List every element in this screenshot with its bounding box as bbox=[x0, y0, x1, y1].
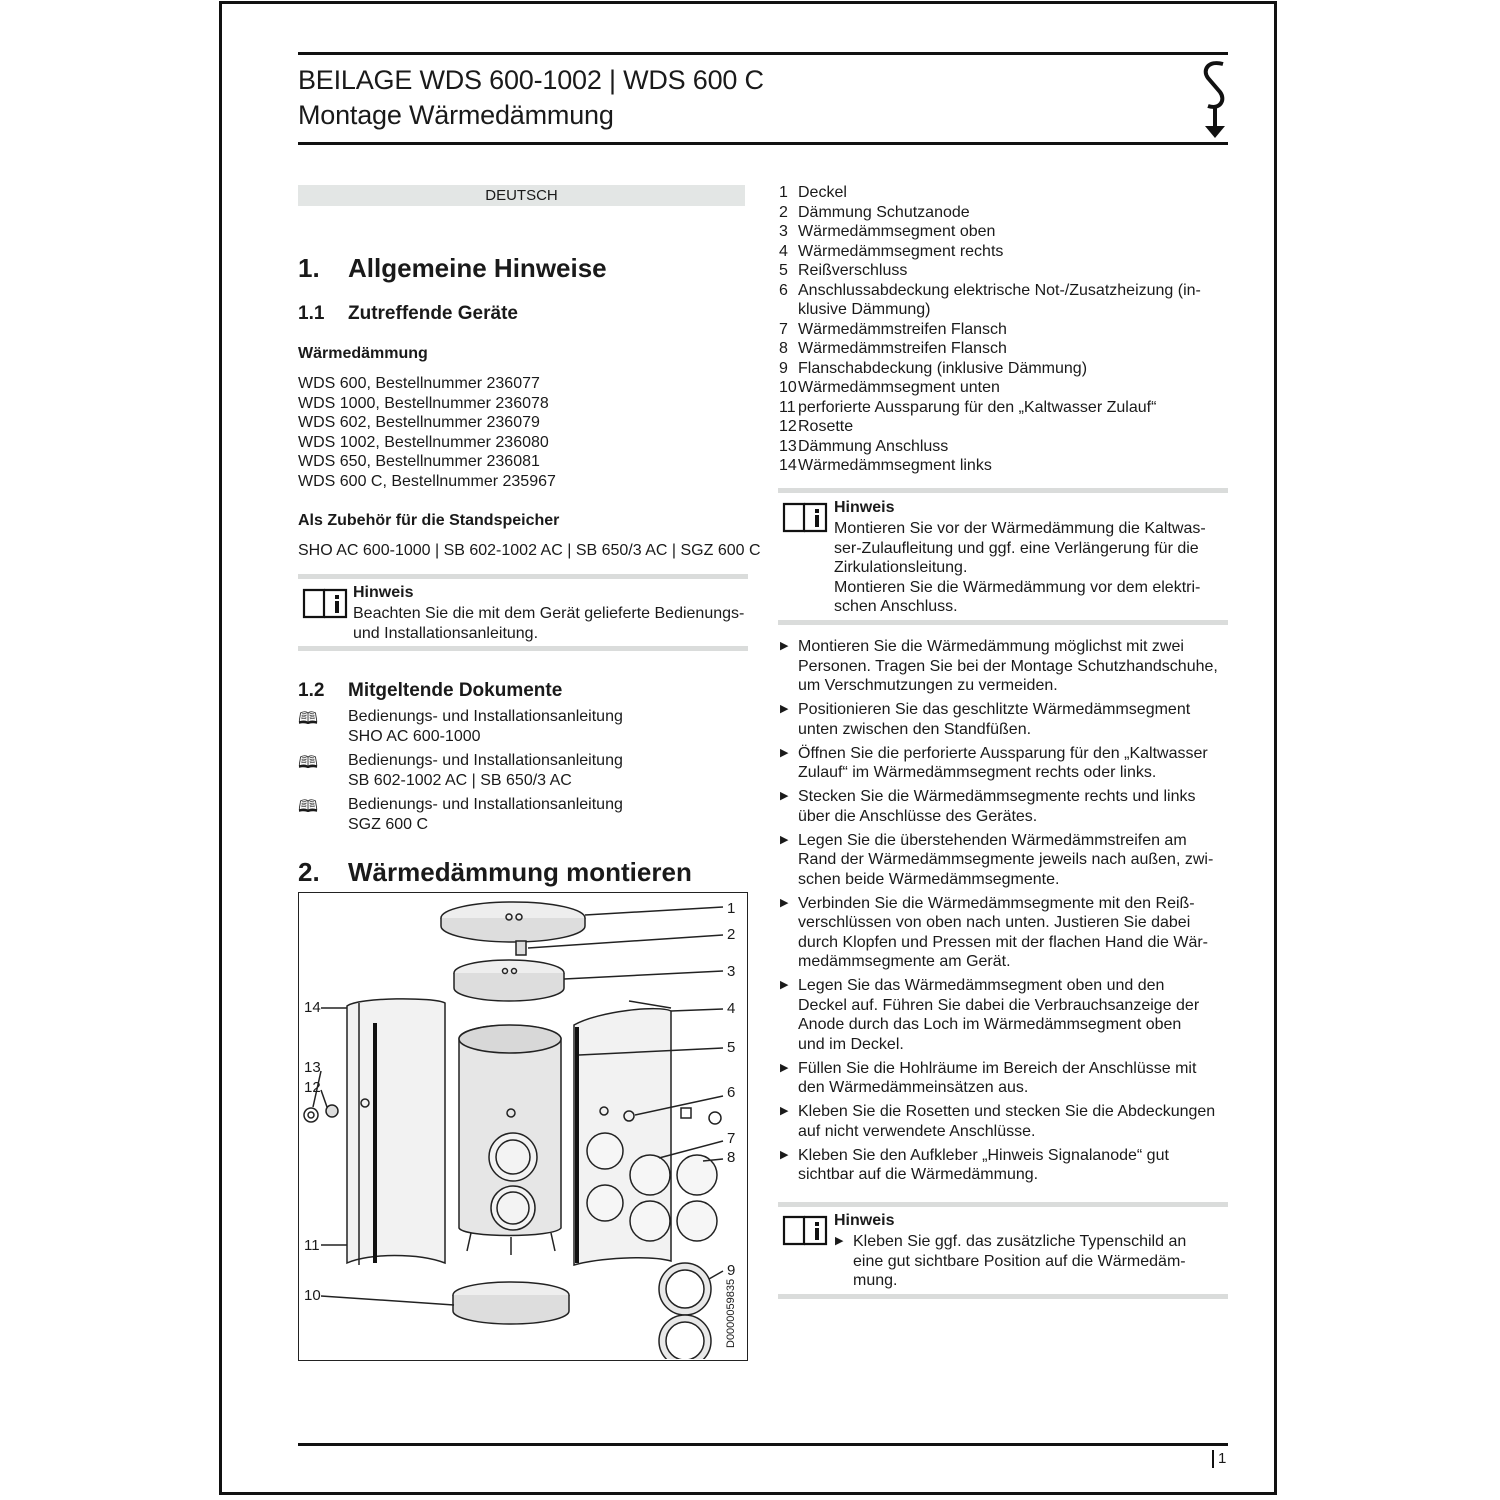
step-line: Rand der Wärmedämmsegmente jeweils nach außen, zwi- bbox=[798, 851, 1214, 868]
language-label: DEUTSCH bbox=[298, 185, 745, 206]
callout-4: 4 bbox=[727, 1000, 736, 1017]
step-line: schen beide Wärmedämmsegmente. bbox=[798, 870, 1060, 888]
step-line: ▶ Montieren Sie die Wärmedämmung möglichst mit zwei bbox=[798, 638, 1184, 655]
step-line: sichtbar auf die Wärmedämmung. bbox=[798, 1166, 1039, 1183]
section2-number: 2. bbox=[298, 857, 320, 887]
section2-heading: Wärmedämmung montieren bbox=[348, 857, 692, 887]
header-bottom-rule bbox=[298, 142, 1228, 145]
note-top-bar bbox=[778, 488, 1228, 493]
device-item: WDS 650, Bestellnummer 236081 bbox=[298, 453, 540, 470]
note-bottom-bar bbox=[298, 646, 748, 651]
doc-item-line: SHO AC 600-1000 bbox=[348, 727, 481, 745]
callout-9: 9 bbox=[727, 1262, 736, 1279]
note3-line: mung. bbox=[853, 1272, 898, 1289]
callout-3: 3 bbox=[727, 963, 736, 980]
note2-line: Montieren Sie die Wärmedämmung vor dem elektri- bbox=[834, 578, 1201, 596]
legend-num: 5 bbox=[779, 262, 788, 279]
book-icon: 🕮 bbox=[298, 797, 319, 816]
note3-title: Hinweis bbox=[834, 1212, 895, 1229]
legend-text: Anschlussabdeckung elektrische Not-/Zusatzheizung (in- bbox=[798, 281, 1201, 299]
figure-legend bbox=[779, 183, 1201, 476]
doc-item bbox=[348, 795, 623, 834]
callout-11: 11 bbox=[304, 1237, 320, 1254]
step-item bbox=[779, 787, 1229, 826]
legend-num: 4 bbox=[779, 242, 788, 260]
note2-title: Hinweis bbox=[834, 499, 895, 516]
note3-line: ▶ Kleben Sie ggf. das zusätzliche Typenschild an bbox=[853, 1233, 1187, 1250]
info-book-icon bbox=[782, 1213, 828, 1247]
legend-text: perforierte Aussparung für den „Kaltwasser Zulauf“ bbox=[798, 398, 1157, 416]
legend-num: 3 bbox=[779, 223, 788, 240]
legend-text: Dämmung Schutzanode bbox=[798, 203, 970, 221]
note2-line: schen Anschluss. bbox=[834, 598, 958, 615]
legend-text: Deckel bbox=[798, 184, 847, 201]
legend-text: Wärmedämmsegment oben bbox=[798, 223, 996, 240]
legend-num: 10 bbox=[779, 379, 797, 396]
figure-id: D0000059835 bbox=[725, 1278, 737, 1348]
step-line: ▶ Kleben Sie die Rosetten und stecken Sie die Abdeckungen bbox=[798, 1103, 1216, 1120]
note-bottom-bar bbox=[778, 1294, 1228, 1299]
step-line: um Verschmutzungen zu vermeiden. bbox=[798, 677, 1058, 694]
doc-item-line: SB 602-1002 AC | SB 650/3 AC bbox=[348, 771, 572, 789]
doc-item-line: SGZ 600 C bbox=[348, 815, 429, 833]
note1-body bbox=[353, 604, 744, 643]
step-list bbox=[779, 637, 1229, 1189]
legend-text: Rosette bbox=[798, 418, 854, 435]
legend-text: Reißverschluss bbox=[798, 262, 908, 279]
footer-divider bbox=[1212, 1450, 1214, 1468]
step-line: Anode durch das Loch im Wärmedämmsegment oben bbox=[798, 1016, 1182, 1033]
step-item bbox=[779, 700, 1229, 739]
callout-1: 1 bbox=[727, 900, 736, 917]
step-line: den Wärmedämmeinsätzen aus. bbox=[798, 1079, 1029, 1096]
info-book-icon bbox=[782, 500, 828, 534]
assembly-figure bbox=[298, 892, 748, 1361]
step-line: Zulauf“ im Wärmedämmsegment rechts oder links. bbox=[798, 764, 1157, 781]
legend-text: Dämmung Anschluss bbox=[798, 437, 949, 455]
note1-title: Hinweis bbox=[353, 584, 414, 601]
footer-rule bbox=[298, 1443, 1228, 1446]
callout-12: 12 bbox=[304, 1079, 321, 1096]
legend-text: klusive Dämmung) bbox=[798, 301, 931, 318]
doc-item-line: Bedienungs- und Installationsanleitung bbox=[348, 752, 623, 769]
legend-text: Flanschabdeckung (inklusive Dämmung) bbox=[798, 359, 1088, 377]
callout-5: 5 bbox=[727, 1039, 736, 1056]
doc-item-line: Bedienungs- und Installationsanleitung bbox=[348, 708, 623, 725]
step-line: Deckel auf. Führen Sie dabei die Verbrauchsanzeige der bbox=[798, 996, 1200, 1014]
device-item: WDS 1002, Bestellnummer 236080 bbox=[298, 433, 549, 451]
step-line: und im Deckel. bbox=[798, 1035, 904, 1053]
device-item: WDS 1000, Bestellnummer 236078 bbox=[298, 394, 549, 412]
step-item bbox=[779, 1146, 1229, 1185]
note3-body bbox=[834, 1232, 1224, 1295]
step-line: ▶ Kleben Sie den Aufkleber „Hinweis Signalanode“ gut bbox=[798, 1146, 1169, 1164]
zubehoer-text: SHO AC 600-1000 | SB 602-1002 AC | SB 650/3 AC | SGZ 600 C bbox=[298, 542, 761, 559]
device-item: WDS 600 C, Bestellnummer 235967 bbox=[298, 472, 556, 490]
callout-13: 13 bbox=[304, 1059, 321, 1076]
legend-num: 1 bbox=[779, 184, 788, 201]
legend-num: 7 bbox=[779, 320, 788, 338]
note2-body bbox=[834, 519, 1206, 617]
step-line: durch Klopfen und Pressen mit der flachen Hand die Wär- bbox=[798, 933, 1208, 951]
legend-text: Wärmedämmsegment links bbox=[798, 457, 992, 474]
page-number: 1 bbox=[1218, 1450, 1227, 1467]
callout-7: 7 bbox=[727, 1130, 736, 1147]
step-item bbox=[779, 894, 1229, 972]
step-item bbox=[779, 1059, 1229, 1098]
legend-num: 2 bbox=[779, 203, 788, 221]
legend-text: Wärmedämmstreifen Flansch bbox=[798, 340, 1007, 357]
step-line: auf nicht verwendete Anschlüsse. bbox=[798, 1122, 1036, 1140]
exploded-view-drawing bbox=[299, 893, 746, 1359]
callout-6: 6 bbox=[727, 1084, 736, 1101]
doc-item bbox=[348, 707, 623, 746]
doc-item-line: Bedienungs- und Installationsanleitung bbox=[348, 796, 623, 813]
device-item: WDS 602, Bestellnummer 236079 bbox=[298, 414, 540, 431]
step-line: ▶ Legen Sie das Wärmedämmsegment oben und den bbox=[798, 977, 1165, 994]
waermedaemmung-label: Wärmedämmung bbox=[298, 345, 428, 362]
step-line: ▶ Stecken Sie die Wärmedämmsegmente rechts und links bbox=[798, 788, 1196, 805]
header-top-rule bbox=[298, 52, 1228, 55]
step-line: unten zwischen den Standfüßen. bbox=[798, 720, 1032, 738]
note-top-bar bbox=[298, 574, 748, 579]
legend-text: Wärmedämmstreifen Flansch bbox=[798, 320, 1007, 338]
step-item bbox=[779, 637, 1229, 696]
doc-title-line1: BEILAGE WDS 600-1002 | WDS 600 C bbox=[298, 65, 764, 95]
note1-line: Beachten Sie die mit dem Gerät gelieferte Bedienungs- bbox=[353, 605, 745, 622]
note3-step bbox=[834, 1232, 1224, 1291]
step-line: über die Anschlüsse des Gerätes. bbox=[798, 807, 1038, 825]
callout-14: 14 bbox=[304, 999, 321, 1016]
section11-heading: Zutreffende Geräte bbox=[348, 303, 518, 324]
legend-num: 11 bbox=[779, 398, 796, 416]
device-item: WDS 600, Bestellnummer 236077 bbox=[298, 375, 540, 392]
zubehoer-label: Als Zubehör für die Standspeicher bbox=[298, 512, 560, 529]
note-top-bar bbox=[778, 1202, 1228, 1207]
section1-heading: Allgemeine Hinweise bbox=[348, 253, 607, 283]
note1-line: und Installationsanleitung. bbox=[353, 624, 539, 642]
legend-num: 6 bbox=[779, 281, 788, 299]
step-line: Personen. Tragen Sie bei der Montage Schutzhandschuhe, bbox=[798, 657, 1218, 675]
legend-num: 12 bbox=[779, 418, 797, 435]
step-item bbox=[779, 976, 1229, 1054]
legend-num: 8 bbox=[779, 340, 788, 357]
note-bottom-bar bbox=[778, 620, 1228, 625]
legend-num: 13 bbox=[779, 437, 797, 455]
step-line: medämmsegmente am Gerät. bbox=[798, 953, 1011, 970]
section12-heading: Mitgeltende Dokumente bbox=[348, 680, 563, 701]
note2-line: Montieren Sie vor der Wärmedämmung die Kaltwas- bbox=[834, 520, 1206, 537]
note2-line: Zirkulationsleitung. bbox=[834, 559, 968, 576]
section11-number: 1.1 bbox=[298, 303, 325, 324]
legend-num: 14 bbox=[779, 457, 797, 474]
callout-2: 2 bbox=[727, 926, 736, 943]
info-book-icon bbox=[302, 586, 348, 620]
brand-logo-icon bbox=[1198, 58, 1232, 142]
step-item bbox=[779, 831, 1229, 890]
step-line: ▶ Verbinden Sie die Wärmedämmsegmente mit den Reiß- bbox=[798, 894, 1195, 912]
step-line: ▶ Öffnen Sie die perforierte Aussparung für den „Kaltwasser bbox=[798, 744, 1208, 762]
step-item bbox=[779, 1102, 1229, 1141]
step-line: ▶ Legen Sie die überstehenden Wärmedämmstreifen am bbox=[798, 831, 1187, 849]
book-icon: 🕮 bbox=[298, 753, 319, 772]
legend-text: Wärmedämmsegment unten bbox=[798, 379, 1000, 396]
step-line: ▶ Füllen Sie die Hohlräume im Bereich der Anschlüsse mit bbox=[798, 1059, 1197, 1077]
doc-title-line2: Montage Wärmedämmung bbox=[298, 100, 614, 130]
legend-num: 9 bbox=[779, 359, 788, 377]
step-line: verschlüssen von oben nach unten. Justieren Sie dabei bbox=[798, 914, 1191, 931]
legend-text: Wärmedämmsegment rechts bbox=[798, 242, 1004, 260]
step-item bbox=[779, 744, 1229, 783]
section1-number: 1. bbox=[298, 253, 320, 283]
note3-line: eine gut sichtbare Position auf die Wärmedäm- bbox=[853, 1252, 1186, 1270]
note2-line: ser-Zulaufleitung und ggf. eine Verlängerung für die bbox=[834, 539, 1199, 557]
step-line: ▶ Positionieren Sie das geschlitzte Wärmedämmsegment bbox=[798, 701, 1191, 718]
book-icon: 🕮 bbox=[298, 709, 319, 728]
doc-item bbox=[348, 751, 623, 790]
device-list bbox=[298, 374, 556, 491]
section12-number: 1.2 bbox=[298, 680, 325, 701]
callout-10: 10 bbox=[304, 1287, 321, 1304]
callout-8: 8 bbox=[727, 1149, 736, 1166]
